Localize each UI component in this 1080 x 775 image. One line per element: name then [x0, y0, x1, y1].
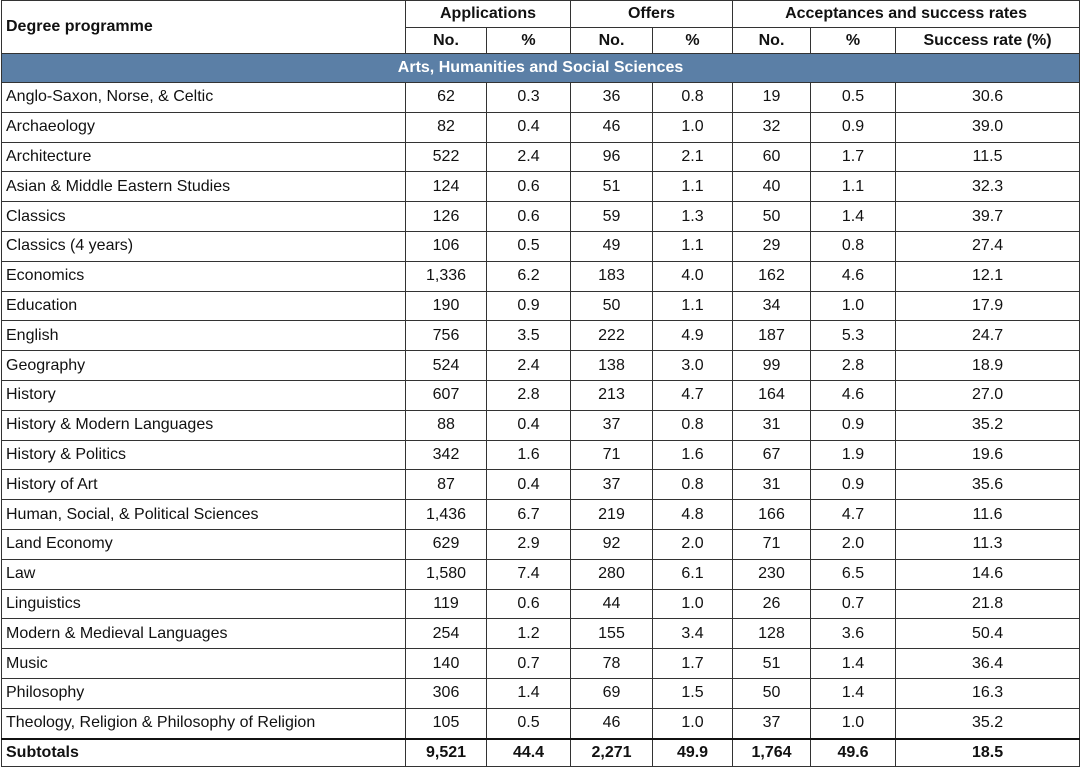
programme-name-cell: Archaeology: [2, 112, 406, 142]
offers-pct-cell: 3.0: [653, 351, 733, 381]
table-row: [2, 142, 1080, 172]
acceptances-pct-cell: 1.4: [811, 649, 896, 679]
applications-no-cell: 1,580: [406, 559, 487, 589]
acceptances-no-cell: 19: [733, 83, 811, 113]
applications-pct-cell: 0.6: [487, 172, 571, 202]
offers-no-cell: 46: [571, 112, 653, 142]
offers-no-cell: 59: [571, 202, 653, 232]
offers-pct-cell: 3.4: [653, 619, 733, 649]
offers-pct-cell: 4.7: [653, 380, 733, 410]
applications-pct-cell: 1.6: [487, 440, 571, 470]
success-rate-cell: 16.3: [896, 678, 1080, 708]
applications-no-cell: 629: [406, 529, 487, 559]
acceptances-pct-cell: 4.7: [811, 500, 896, 530]
programme-name-cell: Philosophy: [2, 678, 406, 708]
applications-no-cell: 190: [406, 291, 487, 321]
offers-pct-cell: 1.1: [653, 172, 733, 202]
success-rate-cell: 50.4: [896, 619, 1080, 649]
section-header-row: [2, 54, 1080, 83]
acceptances-pct-cell: 2.0: [811, 529, 896, 559]
success-rate-cell: 30.6: [896, 83, 1080, 113]
applications-pct-cell: 0.4: [487, 112, 571, 142]
acceptances-pct-cell: 3.6: [811, 619, 896, 649]
offers-no-cell: 138: [571, 351, 653, 381]
table-row: [2, 619, 1080, 649]
applications-pct-cell: 0.5: [487, 708, 571, 738]
table-row: [2, 321, 1080, 351]
success-rate-cell: 27.4: [896, 231, 1080, 261]
applications-pct-cell: 7.4: [487, 559, 571, 589]
programme-name-cell: Education: [2, 291, 406, 321]
offers-pct-cell: 1.5: [653, 678, 733, 708]
offers-pct-cell: 1.1: [653, 231, 733, 261]
offers-pct-cell: 1.1: [653, 291, 733, 321]
applications-no-cell: 105: [406, 708, 487, 738]
applications-no-cell: 119: [406, 589, 487, 619]
success-rate-cell: 39.0: [896, 112, 1080, 142]
applications-pct-cell: 1.2: [487, 619, 571, 649]
success-rate-cell: 12.1: [896, 261, 1080, 291]
success-rate-cell: 24.7: [896, 321, 1080, 351]
subtotal-applications-no: 9,521: [406, 739, 487, 767]
programme-name-cell: Geography: [2, 351, 406, 381]
programme-name-cell: History & Politics: [2, 440, 406, 470]
applications-no-cell: 124: [406, 172, 487, 202]
success-rate-cell: 18.9: [896, 351, 1080, 381]
applications-no-cell: 1,336: [406, 261, 487, 291]
acceptances-pct-cell: 5.3: [811, 321, 896, 351]
offers-no-cell: 44: [571, 589, 653, 619]
success-rate-cell: 19.6: [896, 440, 1080, 470]
programme-name-cell: History: [2, 380, 406, 410]
programme-name-cell: English: [2, 321, 406, 351]
acceptances-no-cell: 71: [733, 529, 811, 559]
table-row: [2, 172, 1080, 202]
acceptances-pct-cell: 0.5: [811, 83, 896, 113]
acceptances-no-cell: 99: [733, 351, 811, 381]
programme-name-cell: Law: [2, 559, 406, 589]
offers-no-cell: 219: [571, 500, 653, 530]
applications-no-cell: 306: [406, 678, 487, 708]
applications-pct-cell: 0.3: [487, 83, 571, 113]
header-offers-pct: %: [653, 28, 733, 54]
acceptances-no-cell: 230: [733, 559, 811, 589]
acceptances-no-cell: 128: [733, 619, 811, 649]
applications-pct-cell: 1.4: [487, 678, 571, 708]
applications-pct-cell: 6.2: [487, 261, 571, 291]
success-rate-cell: 27.0: [896, 380, 1080, 410]
success-rate-cell: 21.8: [896, 589, 1080, 619]
table-row: [2, 112, 1080, 142]
offers-pct-cell: 6.1: [653, 559, 733, 589]
acceptances-pct-cell: 4.6: [811, 261, 896, 291]
table-row: [2, 291, 1080, 321]
acceptances-no-cell: 31: [733, 410, 811, 440]
programme-name-cell: Asian & Middle Eastern Studies: [2, 172, 406, 202]
header-applications: Applications: [406, 1, 571, 28]
acceptances-pct-cell: 1.9: [811, 440, 896, 470]
success-rate-cell: 11.6: [896, 500, 1080, 530]
programme-name-cell: Linguistics: [2, 589, 406, 619]
programme-name-cell: Theology, Religion & Philosophy of Religion: [2, 708, 406, 738]
success-rate-cell: 11.5: [896, 142, 1080, 172]
subtotal-offers-no: 2,271: [571, 739, 653, 767]
table-row: [2, 380, 1080, 410]
table-row: [2, 440, 1080, 470]
header-acceptances-pct: %: [811, 28, 896, 54]
header-offers: Offers: [571, 1, 733, 28]
acceptances-pct-cell: 4.6: [811, 380, 896, 410]
acceptances-pct-cell: 0.9: [811, 112, 896, 142]
acceptances-pct-cell: 1.0: [811, 291, 896, 321]
acceptances-no-cell: 164: [733, 380, 811, 410]
subtotal-label: Subtotals: [2, 739, 406, 767]
table-row: [2, 708, 1080, 738]
offers-no-cell: 183: [571, 261, 653, 291]
header-success-rate: Success rate (%): [896, 28, 1080, 54]
applications-no-cell: 82: [406, 112, 487, 142]
acceptances-pct-cell: 0.9: [811, 410, 896, 440]
success-rate-cell: 39.7: [896, 202, 1080, 232]
success-rate-cell: 14.6: [896, 559, 1080, 589]
programme-name-cell: Music: [2, 649, 406, 679]
programme-name-cell: Classics: [2, 202, 406, 232]
applications-no-cell: 607: [406, 380, 487, 410]
offers-no-cell: 46: [571, 708, 653, 738]
acceptances-pct-cell: 6.5: [811, 559, 896, 589]
offers-pct-cell: 1.0: [653, 112, 733, 142]
offers-no-cell: 78: [571, 649, 653, 679]
acceptances-no-cell: 29: [733, 231, 811, 261]
offers-no-cell: 96: [571, 142, 653, 172]
table-row: [2, 261, 1080, 291]
offers-no-cell: 92: [571, 529, 653, 559]
offers-pct-cell: 1.7: [653, 649, 733, 679]
applications-no-cell: 524: [406, 351, 487, 381]
acceptances-no-cell: 40: [733, 172, 811, 202]
acceptances-no-cell: 50: [733, 202, 811, 232]
header-degree-programme: Degree programme: [2, 1, 406, 54]
offers-pct-cell: 4.0: [653, 261, 733, 291]
offers-pct-cell: 1.0: [653, 708, 733, 738]
applications-no-cell: 88: [406, 410, 487, 440]
table-row: [2, 649, 1080, 679]
applications-pct-cell: 2.8: [487, 380, 571, 410]
offers-no-cell: 280: [571, 559, 653, 589]
acceptances-pct-cell: 2.8: [811, 351, 896, 381]
acceptances-pct-cell: 0.7: [811, 589, 896, 619]
acceptances-no-cell: 162: [733, 261, 811, 291]
acceptances-no-cell: 37: [733, 708, 811, 738]
section-title: Arts, Humanities and Social Sciences: [2, 54, 1080, 83]
programme-name-cell: Classics (4 years): [2, 231, 406, 261]
header-applications-pct: %: [487, 28, 571, 54]
applications-pct-cell: 3.5: [487, 321, 571, 351]
applications-no-cell: 756: [406, 321, 487, 351]
table-row: [2, 202, 1080, 232]
success-rate-cell: 32.3: [896, 172, 1080, 202]
acceptances-no-cell: 67: [733, 440, 811, 470]
offers-no-cell: 37: [571, 410, 653, 440]
header-acceptances: Acceptances and success rates: [733, 1, 1080, 28]
header-applications-no: No.: [406, 28, 487, 54]
acceptances-pct-cell: 1.4: [811, 678, 896, 708]
subtotal-acceptances-no: 1,764: [733, 739, 811, 767]
programme-name-cell: Land Economy: [2, 529, 406, 559]
applications-no-cell: 140: [406, 649, 487, 679]
applications-pct-cell: 0.6: [487, 589, 571, 619]
header-offers-no: No.: [571, 28, 653, 54]
offers-no-cell: 155: [571, 619, 653, 649]
subtotal-success-rate: 18.5: [896, 739, 1080, 767]
acceptances-no-cell: 51: [733, 649, 811, 679]
applications-pct-cell: 0.9: [487, 291, 571, 321]
table-row: [2, 589, 1080, 619]
applications-no-cell: 87: [406, 470, 487, 500]
offers-no-cell: 37: [571, 470, 653, 500]
table-row: [2, 470, 1080, 500]
offers-pct-cell: 4.8: [653, 500, 733, 530]
offers-pct-cell: 2.0: [653, 529, 733, 559]
offers-no-cell: 36: [571, 83, 653, 113]
offers-no-cell: 50: [571, 291, 653, 321]
subtotal-acceptances-pct: 49.6: [811, 739, 896, 767]
applications-pct-cell: 2.4: [487, 142, 571, 172]
offers-pct-cell: 1.0: [653, 589, 733, 619]
applications-no-cell: 522: [406, 142, 487, 172]
programme-name-cell: Economics: [2, 261, 406, 291]
success-rate-cell: 11.3: [896, 529, 1080, 559]
programme-name-cell: Human, Social, & Political Sciences: [2, 500, 406, 530]
offers-pct-cell: 0.8: [653, 83, 733, 113]
success-rate-cell: 35.2: [896, 410, 1080, 440]
applications-pct-cell: 2.4: [487, 351, 571, 381]
applications-pct-cell: 0.7: [487, 649, 571, 679]
offers-no-cell: 71: [571, 440, 653, 470]
acceptances-no-cell: 31: [733, 470, 811, 500]
programme-name-cell: Anglo-Saxon, Norse, & Celtic: [2, 83, 406, 113]
acceptances-pct-cell: 1.7: [811, 142, 896, 172]
acceptances-no-cell: 50: [733, 678, 811, 708]
header-acceptances-no: No.: [733, 28, 811, 54]
table-row: [2, 410, 1080, 440]
applications-pct-cell: 0.6: [487, 202, 571, 232]
acceptances-pct-cell: 1.1: [811, 172, 896, 202]
acceptances-no-cell: 32: [733, 112, 811, 142]
programme-name-cell: Modern & Medieval Languages: [2, 619, 406, 649]
applications-no-cell: 106: [406, 231, 487, 261]
applications-pct-cell: 6.7: [487, 500, 571, 530]
success-rate-cell: 17.9: [896, 291, 1080, 321]
table-row: [2, 529, 1080, 559]
applications-no-cell: 1,436: [406, 500, 487, 530]
acceptances-pct-cell: 0.9: [811, 470, 896, 500]
acceptances-pct-cell: 1.0: [811, 708, 896, 738]
applications-pct-cell: 0.4: [487, 470, 571, 500]
acceptances-no-cell: 187: [733, 321, 811, 351]
applications-no-cell: 62: [406, 83, 487, 113]
subtotal-offers-pct: 49.9: [653, 739, 733, 767]
applications-no-cell: 254: [406, 619, 487, 649]
acceptances-no-cell: 26: [733, 589, 811, 619]
acceptances-pct-cell: 0.8: [811, 231, 896, 261]
offers-no-cell: 69: [571, 678, 653, 708]
applications-pct-cell: 2.9: [487, 529, 571, 559]
success-rate-cell: 36.4: [896, 649, 1080, 679]
subtotal-row: [2, 739, 1080, 767]
success-rate-cell: 35.2: [896, 708, 1080, 738]
table-row: [2, 678, 1080, 708]
admissions-table: [1, 0, 1080, 767]
table-row: [2, 231, 1080, 261]
offers-pct-cell: 0.8: [653, 410, 733, 440]
offers-no-cell: 51: [571, 172, 653, 202]
offers-no-cell: 222: [571, 321, 653, 351]
acceptances-pct-cell: 1.4: [811, 202, 896, 232]
acceptances-no-cell: 34: [733, 291, 811, 321]
applications-pct-cell: 0.5: [487, 231, 571, 261]
programme-name-cell: Architecture: [2, 142, 406, 172]
table-row: [2, 559, 1080, 589]
acceptances-no-cell: 60: [733, 142, 811, 172]
applications-no-cell: 342: [406, 440, 487, 470]
offers-pct-cell: 0.8: [653, 470, 733, 500]
offers-pct-cell: 4.9: [653, 321, 733, 351]
offers-pct-cell: 1.3: [653, 202, 733, 232]
offers-pct-cell: 1.6: [653, 440, 733, 470]
offers-pct-cell: 2.1: [653, 142, 733, 172]
applications-no-cell: 126: [406, 202, 487, 232]
success-rate-cell: 35.6: [896, 470, 1080, 500]
table-row: [2, 83, 1080, 113]
offers-no-cell: 49: [571, 231, 653, 261]
programme-name-cell: History of Art: [2, 470, 406, 500]
table-row: [2, 351, 1080, 381]
subtotal-applications-pct: 44.4: [487, 739, 571, 767]
programme-name-cell: History & Modern Languages: [2, 410, 406, 440]
table-row: [2, 500, 1080, 530]
applications-pct-cell: 0.4: [487, 410, 571, 440]
acceptances-no-cell: 166: [733, 500, 811, 530]
offers-no-cell: 213: [571, 380, 653, 410]
